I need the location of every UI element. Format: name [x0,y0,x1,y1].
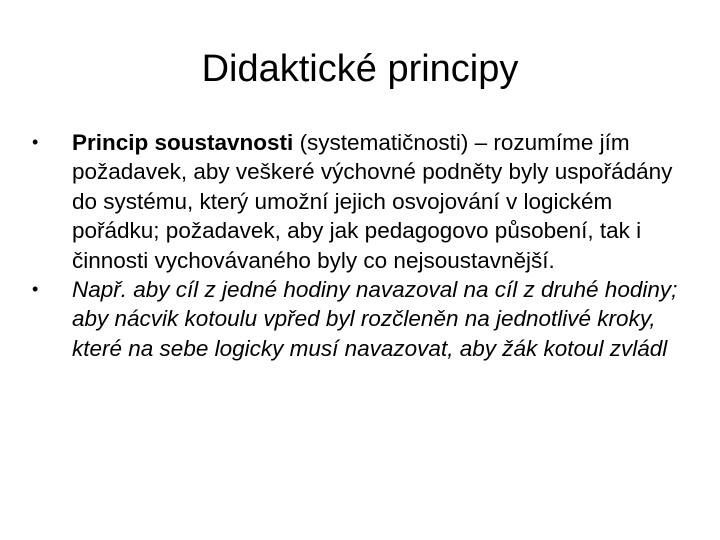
bullet-marker: • [32,279,39,300]
bullet-text: (systematičnosti) – rozumíme jím požadavek, aby veškeré výchovné podněty byly uspořádány do systému, který umožní jejich osvojování v logickém pořádku; požadavek, aby jak pedagogovo působení, tak i činnosti vychovávaného byly co nejsoustavnější. [72,130,673,273]
bullet-marker: • [32,132,39,152]
bullet-item-1 [30,128,680,275]
slide-title: Didaktické principy [201,48,519,90]
bullet-list [30,128,680,363]
bullet-item-2 [30,275,680,363]
bullet-bold-term: Princip soustavnosti [72,130,294,155]
bullet-example-text: Např. aby cíl z jedné hodiny navazoval na cíl z druhé hodiny; aby nácvik kotoulu vpřed byl rozčleněn na jednotlivé kroky, které na sebe logicky musí navazovat, aby žák kotoul zvládl [72,277,678,361]
